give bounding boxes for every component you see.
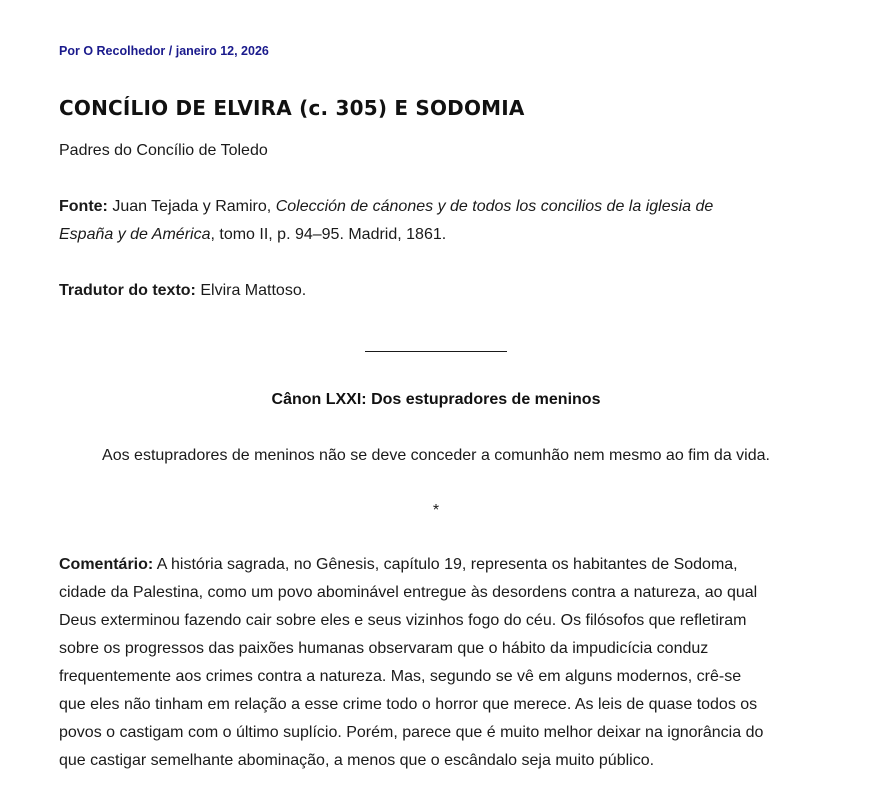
section-divider (365, 351, 507, 352)
post-date: janeiro 12, 2026 (175, 44, 269, 58)
source-details: , tomo II, p. 94–95. Madrid, 1861. (210, 226, 447, 243)
source-label: Fonte: (59, 198, 108, 215)
commentary-text: A história sagrada, no Gênesis, capítulo 19, representa os habitantes de Sodoma, (153, 556, 738, 573)
commentary-line: sobre os progressos das paixões humanas observaram que o hábito da impudicícia conduz (59, 640, 709, 657)
translator-label: Tradutor do texto: (59, 282, 196, 299)
commentary-paragraph (59, 551, 811, 775)
source-paragraph (59, 193, 811, 249)
author-link[interactable]: O Recolhedor (83, 44, 166, 58)
post-meta (59, 44, 269, 58)
meta-separator: / (168, 44, 173, 58)
commentary-label: Comentário: (59, 556, 154, 573)
article-subtitle: Padres do Concílio de Toledo (59, 142, 268, 159)
page-title: CONCÍLIO DE ELVIRA (c. 305) E SODOMIA (59, 96, 525, 120)
commentary-line (59, 551, 811, 579)
commentary-line: povos o castigam com o último suplício. Porém, parece que é muito melhor deixar na ignorância do (59, 724, 764, 741)
translator-name: Elvira Mattoso. (200, 282, 307, 299)
source-author: Juan Tejada y Ramiro, (112, 198, 272, 215)
commentary-line: Deus exterminou fazendo cair sobre eles e seus vizinhos fogo do céu. Os filósofos que refletiram (59, 612, 747, 629)
commentary-line: que castigar semelhante abominação, a menos que o escândalo seja muito público. (59, 752, 655, 769)
commentary-line: frequentemente aos crimes contra a natureza. Mas, segundo se vê em alguns modernos, crê-se (59, 668, 742, 685)
source-work-line1: Colección de cánones y de todos los concilios de la iglesia de (275, 198, 714, 215)
canon-text: Aos estupradores de meninos não se deve conceder a comunhão nem mesmo ao fim da vida. (102, 447, 770, 464)
meta-prefix: Por (59, 44, 80, 58)
source-work-line2: España y de América (59, 226, 211, 243)
commentary-line: cidade da Palestina, como um povo abominável entregue às desordens contra a natureza, ao qual (59, 584, 758, 601)
canon-heading: Cânon LXXI: Dos estupradores de meninos (271, 391, 601, 408)
translator-paragraph (59, 277, 811, 305)
asterisk-separator: * (432, 502, 440, 519)
commentary-line: que eles não tinham em relação a esse crime todo o horror que merece. As leis de quase todos os (59, 696, 758, 713)
